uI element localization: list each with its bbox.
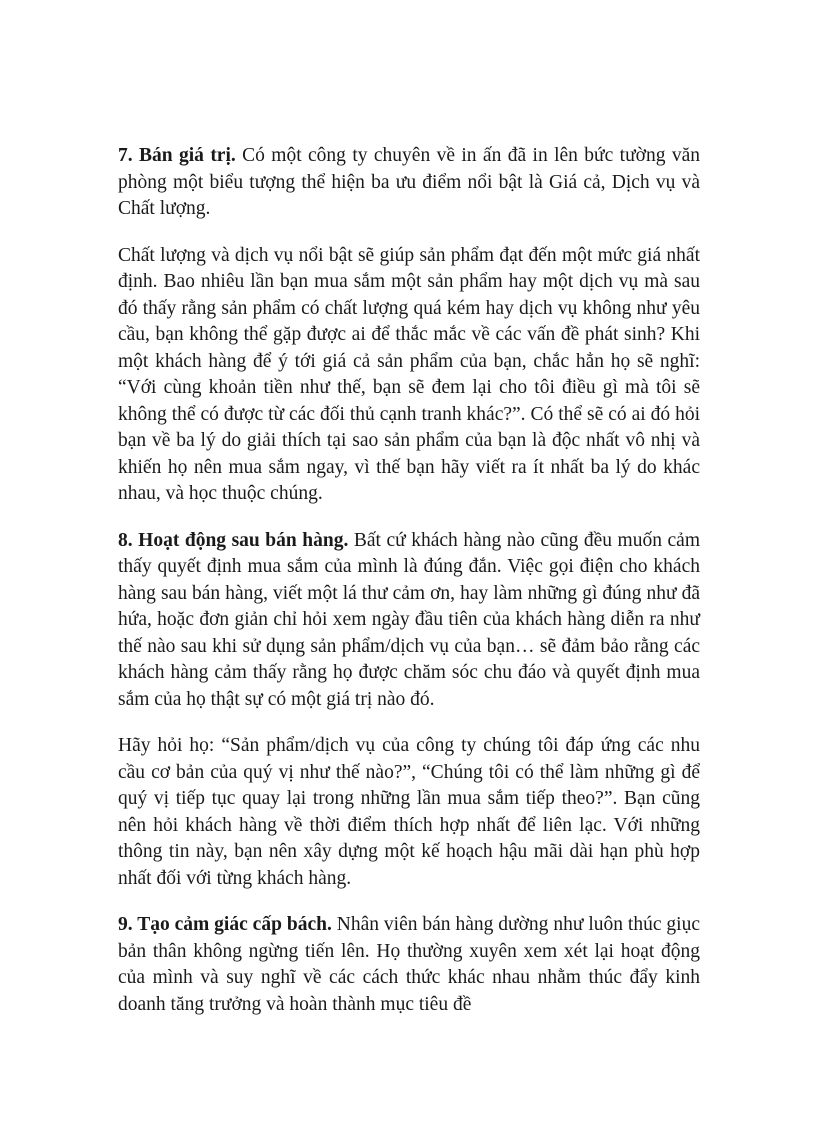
paragraph-text: Có một công ty chuyên về in ấn đã in lên bức tường văn phòng một biểu tượng thể hiện ba ưu điểm nổi bật là Giá cả, Dịch vụ và Chất lượng. xyxy=(118,145,700,219)
section-heading-8: 8. Hoạt động sau bán hàng. xyxy=(118,529,349,551)
section-heading-7: 7. Bán giá trị. xyxy=(118,145,236,166)
paragraph-section-8 xyxy=(118,528,700,714)
paragraph-text: Hãy hỏi họ: “Sản phẩm/dịch vụ của công ty chúng tôi đáp ứng các nhu cầu cơ bản của quý vị như thế nào?”, “Chúng tôi có thể làm những gì để quý vị tiếp tục quay lại trong những lần mua sắm tiếp theo?”. Bạn cũng nên hỏi khách hàng về thời điểm thích hợp nhất để liên lạc. Với những thông tin này, bạn nên xây dựng một kế hoạch hậu mãi dài hạn phù hợp nhất đối với từng khách hàng. xyxy=(118,735,700,889)
paragraph-section-9 xyxy=(118,912,700,1018)
paragraph-section-8-body xyxy=(118,733,700,892)
section-heading-9: 9. Tạo cảm giác cấp bách. xyxy=(118,914,332,935)
paragraph-section-7 xyxy=(118,143,700,223)
paragraph-text: Bất cứ khách hàng nào cũng đều muốn cảm thấy quyết định mua sắm của mình là đúng đắn. Việc gọi điện cho khách hàng sau bán hàng, viết một lá thư cảm ơn, hay làm những gì đúng như đã hứa, hoặc đơn giản chỉ hỏi xem ngày đầu tiên của khách hàng diễn ra như thế nào sau khi sử dụng sản phẩm/dịch vụ của bạn… sẽ đảm bảo rằng các khách hàng cảm thấy rằng họ được chăm sóc chu đáo và quyết định mua sắm của họ thật sự có một giá trị nào đó. xyxy=(118,529,700,710)
document-page xyxy=(118,143,700,1018)
paragraph-section-7-body xyxy=(118,243,700,508)
paragraph-text: Chất lượng và dịch vụ nổi bật sẽ giúp sản phẩm đạt đến một mức giá nhất định. Bao nhiêu lần bạn mua sắm một sản phẩm hay một dịch vụ mà sau đó thấy rằng sản phẩm có chất lượng quá kém hay dịch vụ không như yêu cầu, bạn không thể gặp được ai để thắc mắc về các vấn đề phát sinh? Khi một khách hàng để ý tới giá cả sản phẩm của bạn, chắc hẳn họ sẽ nghĩ: “Với cùng khoản tiền như thế, bạn sẽ đem lại cho tôi điều gì mà tôi sẽ không thể có được từ các đối thủ cạnh tranh khác?”. Có thể sẽ có ai đó hỏi bạn về ba lý do giải thích tại sao sản phẩm của bạn là độc nhất vô nhị và khiến họ nên mua sắm ngay, vì thế bạn hãy viết ra ít nhất ba lý do khác nhau, và học thuộc chúng. xyxy=(118,244,700,504)
paragraph-text: Nhân viên bán hàng dường như luôn thúc giục bản thân không ngừng tiến lên. Họ thường xuyên xem xét lại hoạt động của mình và suy nghĩ về các cách thức khác nhau nhằm thúc đẩy kinh doanh tăng trưởng và hoàn thành mục tiêu đề xyxy=(118,914,700,1015)
